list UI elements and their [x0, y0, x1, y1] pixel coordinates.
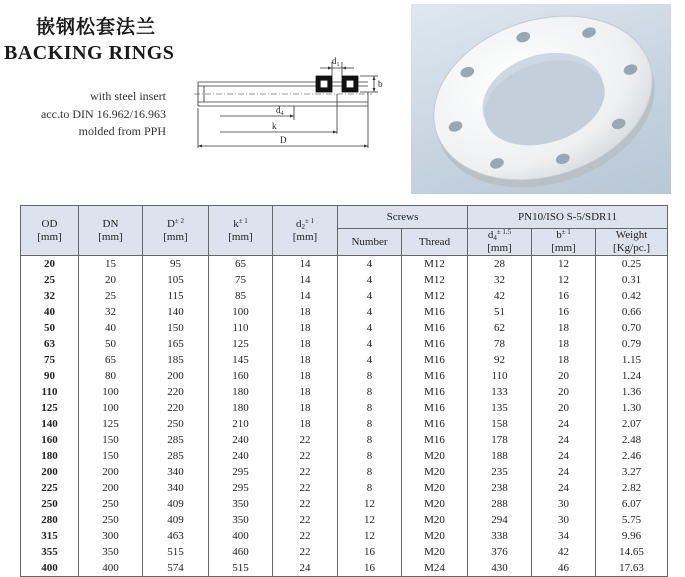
table-cell: 150	[143, 320, 209, 336]
table-cell: 22	[273, 448, 338, 464]
table-cell: 22	[273, 512, 338, 528]
table-row	[21, 544, 668, 560]
drawing-label-b: b	[378, 79, 383, 89]
table-cell: M20	[402, 528, 468, 544]
table-cell: 400	[79, 560, 143, 577]
table-cell: 8	[338, 432, 402, 448]
table-cell: 22	[273, 432, 338, 448]
table-cell: 14	[273, 256, 338, 273]
table-row	[21, 320, 668, 336]
table-cell: 18	[273, 368, 338, 384]
table-cell: 1.24	[596, 368, 668, 384]
table-cell: M20	[402, 512, 468, 528]
table-cell: 8	[338, 384, 402, 400]
table-cell: 280	[21, 512, 79, 528]
table-cell: 178	[468, 432, 532, 448]
header-pn: PN10/ISO S-5/SDR11	[468, 206, 668, 229]
table-cell: 295	[209, 464, 273, 480]
table-cell: M12	[402, 288, 468, 304]
table-cell: 8	[338, 480, 402, 496]
table-row	[21, 256, 668, 273]
table-cell: 32	[468, 272, 532, 288]
table-cell: 17.63	[596, 560, 668, 577]
header-d2: $d_2^{\pm 1}$ [mm]	[273, 206, 338, 256]
table-cell: 12	[532, 272, 596, 288]
table-row	[21, 480, 668, 496]
table-cell: 12	[532, 256, 596, 273]
table-cell: 150	[79, 448, 143, 464]
table-cell: 22	[273, 528, 338, 544]
table-row	[21, 336, 668, 352]
table-cell: 235	[468, 464, 532, 480]
table-cell: 4	[338, 272, 402, 288]
table-cell: 18	[273, 400, 338, 416]
table-cell: 180	[209, 400, 273, 416]
table-cell: M20	[402, 464, 468, 480]
header-number: Number	[338, 229, 402, 256]
table-cell: 200	[79, 464, 143, 480]
table-cell: 12	[338, 528, 402, 544]
table-cell: 225	[21, 480, 79, 496]
table-row	[21, 464, 668, 480]
table-cell: 240	[209, 432, 273, 448]
table-cell: 62	[468, 320, 532, 336]
table-cell: 240	[209, 448, 273, 464]
table-cell: M12	[402, 256, 468, 273]
table-cell: 32	[79, 304, 143, 320]
table-cell: 0.25	[596, 256, 668, 273]
table-cell: 24	[532, 432, 596, 448]
table-cell: 65	[209, 256, 273, 273]
table-cell: 220	[143, 400, 209, 416]
drawing-label-D: D	[280, 135, 287, 145]
table-cell: 85	[209, 288, 273, 304]
table-cell: 140	[143, 304, 209, 320]
table-cell: 3.27	[596, 464, 668, 480]
table-cell: 46	[532, 560, 596, 577]
table-cell: 14.65	[596, 544, 668, 560]
table-cell: 18	[532, 336, 596, 352]
table-cell: 295	[209, 480, 273, 496]
header-screws: Screws	[338, 206, 468, 229]
table-cell: 24	[273, 560, 338, 577]
table-cell: 285	[143, 432, 209, 448]
table-cell: 18	[273, 384, 338, 400]
table-cell: 20	[532, 400, 596, 416]
description-line: molded from PPH	[78, 124, 166, 138]
table-cell: 32	[21, 288, 79, 304]
table-cell: 400	[209, 528, 273, 544]
table-cell: 285	[143, 448, 209, 464]
table-cell: 158	[468, 416, 532, 432]
table-cell: 125	[209, 336, 273, 352]
table-cell: 515	[143, 544, 209, 560]
table-cell: 340	[143, 464, 209, 480]
table-cell: 18	[532, 352, 596, 368]
table-cell: 4	[338, 352, 402, 368]
header-k: $k^{\pm 1}$ [mm]	[209, 206, 273, 256]
specification-table	[20, 205, 668, 577]
table-cell: 1.15	[596, 352, 668, 368]
table-cell: M16	[402, 320, 468, 336]
table-cell: 12	[338, 496, 402, 512]
table-cell: 463	[143, 528, 209, 544]
table-cell: 460	[209, 544, 273, 560]
table-cell: 42	[532, 544, 596, 560]
table-cell: 105	[143, 272, 209, 288]
table-cell: 250	[79, 496, 143, 512]
table-cell: 355	[21, 544, 79, 560]
table-cell: 409	[143, 512, 209, 528]
table-cell: 200	[143, 368, 209, 384]
table-cell: 34	[532, 528, 596, 544]
table-cell: M16	[402, 384, 468, 400]
table-cell: 4	[338, 256, 402, 273]
table-cell: 40	[79, 320, 143, 336]
table-cell: 340	[143, 480, 209, 496]
drawing-label-d4: $d_4$	[276, 105, 284, 117]
table-cell: 12	[338, 512, 402, 528]
table-cell: 78	[468, 336, 532, 352]
table-cell: 22	[273, 544, 338, 560]
header-od: OD [mm]	[21, 206, 79, 256]
table-cell: 409	[143, 496, 209, 512]
table-cell: 2.48	[596, 432, 668, 448]
table-cell: 75	[21, 352, 79, 368]
table-cell: 8	[338, 368, 402, 384]
table-cell: 515	[209, 560, 273, 577]
table-cell: 145	[209, 352, 273, 368]
table-cell: M16	[402, 432, 468, 448]
table-cell: 14	[273, 272, 338, 288]
table-row	[21, 272, 668, 288]
table-row	[21, 432, 668, 448]
product-photo	[411, 4, 671, 194]
table-cell: 2.46	[596, 448, 668, 464]
table-cell: 294	[468, 512, 532, 528]
table-cell: 16	[338, 560, 402, 577]
table-row	[21, 560, 668, 577]
table-cell: 8	[338, 416, 402, 432]
table-cell: 110	[209, 320, 273, 336]
table-cell: 185	[143, 352, 209, 368]
table-cell: 9.96	[596, 528, 668, 544]
table-cell: 574	[143, 560, 209, 577]
table-cell: 20	[532, 368, 596, 384]
table-cell: 22	[273, 464, 338, 480]
table-cell: 8	[338, 400, 402, 416]
backing-ring-image	[411, 4, 671, 194]
table-row	[21, 352, 668, 368]
table-row	[21, 384, 668, 400]
table-cell: 25	[21, 272, 79, 288]
table-cell: 1.30	[596, 400, 668, 416]
table-cell: M12	[402, 272, 468, 288]
table-cell: 1.36	[596, 384, 668, 400]
table-cell: 75	[209, 272, 273, 288]
table-cell: 14	[273, 288, 338, 304]
header-b: $b^{\pm 1}$ [mm]	[532, 229, 596, 256]
table-cell: 2.82	[596, 480, 668, 496]
table-cell: 80	[79, 368, 143, 384]
table-cell: 8	[338, 464, 402, 480]
table-row	[21, 448, 668, 464]
table-cell: 300	[79, 528, 143, 544]
table-cell: 165	[143, 336, 209, 352]
table-cell: 8	[338, 448, 402, 464]
table-cell: M20	[402, 496, 468, 512]
table-cell: M20	[402, 544, 468, 560]
table-cell: 350	[209, 512, 273, 528]
table-cell: 30	[532, 496, 596, 512]
table-cell: 288	[468, 496, 532, 512]
table-cell: 24	[532, 480, 596, 496]
table-cell: 150	[79, 432, 143, 448]
description-line: acc.to DIN 16.962/16.963	[41, 106, 166, 121]
table-cell: 376	[468, 544, 532, 560]
table-cell: 115	[143, 288, 209, 304]
table-cell: 15	[79, 256, 143, 273]
table-cell: M16	[402, 304, 468, 320]
table-row	[21, 288, 668, 304]
table-cell: M16	[402, 336, 468, 352]
drawing-label-d1: $d_1$	[332, 56, 340, 68]
table-cell: 200	[79, 480, 143, 496]
page-title: BACKING RINGS	[4, 42, 175, 64]
table-cell: 90	[21, 368, 79, 384]
table-cell: 24	[532, 416, 596, 432]
table-cell: M24	[402, 560, 468, 577]
specification-rows	[21, 256, 668, 577]
table-cell: 250	[21, 496, 79, 512]
table-cell: 18	[273, 416, 338, 432]
table-cell: M16	[402, 368, 468, 384]
table-cell: 18	[273, 336, 338, 352]
table-row	[21, 368, 668, 384]
table-cell: 16	[532, 304, 596, 320]
table-cell: 5.75	[596, 512, 668, 528]
table-cell: 350	[79, 544, 143, 560]
table-cell: 20	[21, 256, 79, 273]
page-title-chinese: 嵌钢松套法兰	[36, 16, 157, 38]
table-row	[21, 416, 668, 432]
table-cell: 6.07	[596, 496, 668, 512]
table-cell: 92	[468, 352, 532, 368]
table-cell: 133	[468, 384, 532, 400]
drawing-label-k: k	[272, 121, 277, 131]
table-cell: 125	[21, 400, 79, 416]
table-cell: 16	[532, 288, 596, 304]
table-cell: 16	[338, 544, 402, 560]
table-cell: 430	[468, 560, 532, 577]
table-cell: 95	[143, 256, 209, 273]
table-row	[21, 528, 668, 544]
header-thread: Thread	[402, 229, 468, 256]
table-cell: 25	[79, 288, 143, 304]
table-cell: 22	[273, 480, 338, 496]
table-cell: 125	[79, 416, 143, 432]
table-cell: 0.42	[596, 288, 668, 304]
table-cell: 180	[209, 384, 273, 400]
table-cell: 180	[21, 448, 79, 464]
description-line: with steel insert	[90, 89, 166, 103]
table-cell: 350	[209, 496, 273, 512]
table-cell: 24	[532, 448, 596, 464]
table-cell: 18	[532, 320, 596, 336]
table-cell: 4	[338, 320, 402, 336]
table-cell: M20	[402, 448, 468, 464]
table-cell: 160	[21, 432, 79, 448]
table-cell: 65	[79, 352, 143, 368]
table-cell: 24	[532, 464, 596, 480]
table-cell: 0.31	[596, 272, 668, 288]
table-cell: M20	[402, 480, 468, 496]
table-row	[21, 304, 668, 320]
table-cell: 210	[209, 416, 273, 432]
table-cell: 4	[338, 288, 402, 304]
table-cell: 110	[468, 368, 532, 384]
table-cell: 0.79	[596, 336, 668, 352]
table-cell: 100	[79, 384, 143, 400]
header-dn: DN [mm]	[79, 206, 143, 256]
table-cell: 4	[338, 336, 402, 352]
table-cell: 238	[468, 480, 532, 496]
table-cell: 50	[21, 320, 79, 336]
table-cell: 220	[143, 384, 209, 400]
table-cell: 250	[143, 416, 209, 432]
table-cell: 63	[21, 336, 79, 352]
technical-drawing	[190, 48, 390, 158]
table-cell: M16	[402, 416, 468, 432]
table-cell: 188	[468, 448, 532, 464]
table-cell: 400	[21, 560, 79, 577]
table-cell: 0.70	[596, 320, 668, 336]
table-cell: 100	[79, 400, 143, 416]
table-cell: 20	[79, 272, 143, 288]
table-cell: 140	[21, 416, 79, 432]
table-cell: 51	[468, 304, 532, 320]
header-d4: $d_4^{\pm 1.5}$ [mm]	[468, 229, 532, 256]
table-cell: 30	[532, 512, 596, 528]
table-cell: 22	[273, 496, 338, 512]
table-cell: 18	[273, 304, 338, 320]
table-cell: 200	[21, 464, 79, 480]
table-cell: 2.07	[596, 416, 668, 432]
table-cell: 315	[21, 528, 79, 544]
table-row	[21, 512, 668, 528]
table-cell: 338	[468, 528, 532, 544]
header-weight: Weight [Kg/pc.]	[596, 229, 668, 256]
table-cell: 18	[273, 320, 338, 336]
table-cell: 42	[468, 288, 532, 304]
product-description	[41, 88, 166, 141]
table-row	[21, 400, 668, 416]
table-cell: M16	[402, 352, 468, 368]
table-cell: 20	[532, 384, 596, 400]
header-D: $D^{\pm 2}$ [mm]	[143, 206, 209, 256]
table-cell: 18	[273, 352, 338, 368]
table-cell: 4	[338, 304, 402, 320]
table-cell: 28	[468, 256, 532, 273]
table-cell: 110	[21, 384, 79, 400]
table-cell: 250	[79, 512, 143, 528]
table-row	[21, 496, 668, 512]
table-cell: 40	[21, 304, 79, 320]
table-cell: 0.66	[596, 304, 668, 320]
table-cell: 100	[209, 304, 273, 320]
table-cell: 50	[79, 336, 143, 352]
table-cell: M16	[402, 400, 468, 416]
table-cell: 135	[468, 400, 532, 416]
table-cell: 160	[209, 368, 273, 384]
